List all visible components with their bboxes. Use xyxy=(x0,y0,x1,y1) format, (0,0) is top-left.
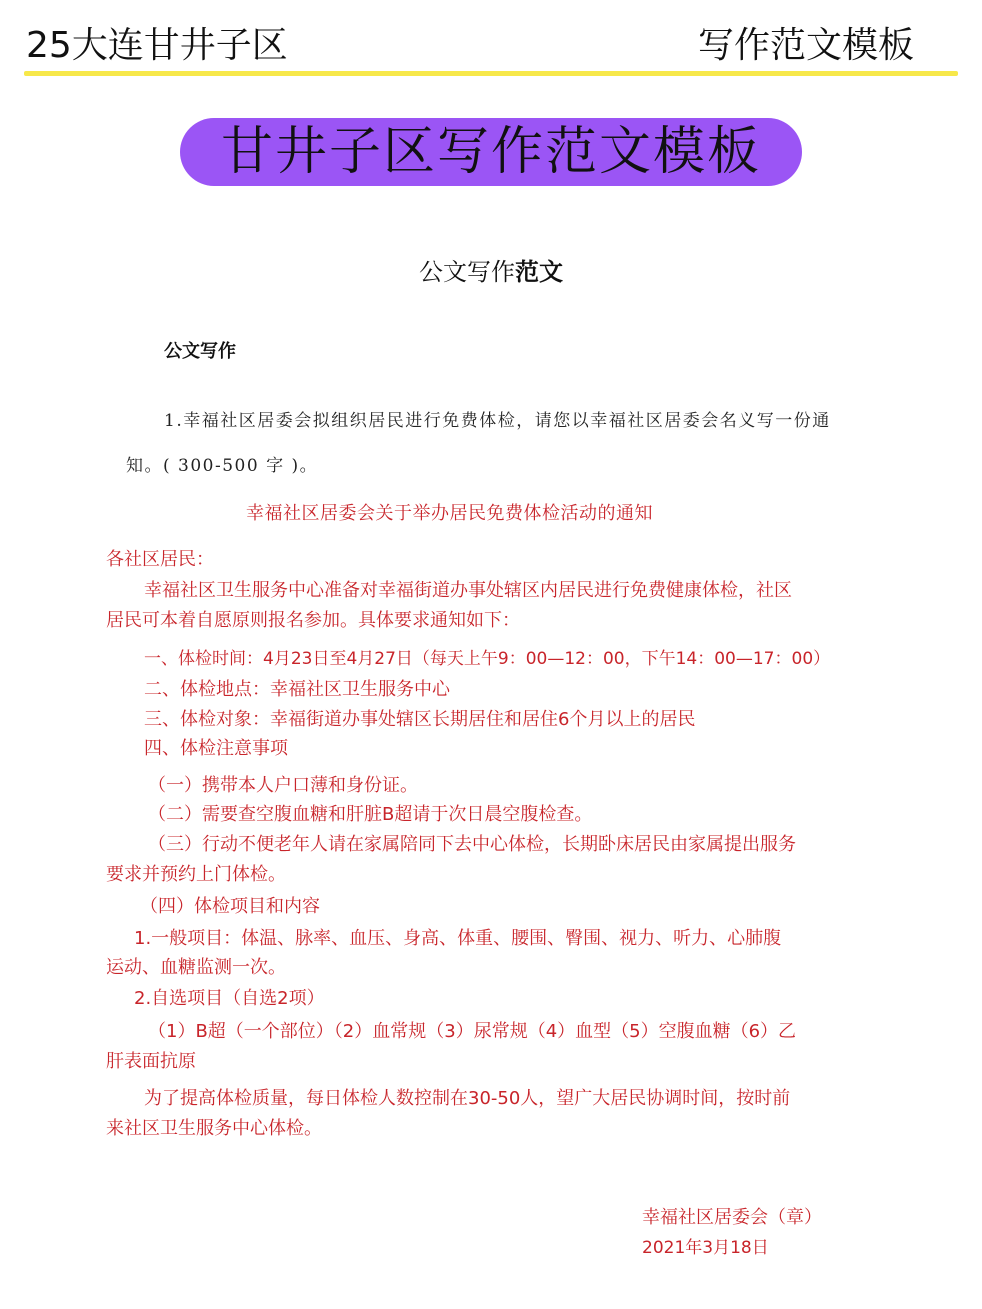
notice-item-time: 一、体检时间：4月23日至4月27日（每天上午9：00—12：00，下午14：00—17：00） xyxy=(144,649,831,669)
document-title-part1: 公文写作 xyxy=(419,258,515,286)
header-left-title: 25大连甘井子区 xyxy=(26,25,288,66)
notice-body-line: 幸福社区卫生服务中心准备对幸福街道办事处辖区内居民进行免费健康体检，社区 xyxy=(144,580,792,601)
notice-closing-line: 来社区卫生服务中心体检。 xyxy=(106,1118,322,1139)
title-banner xyxy=(180,118,802,186)
banner-title: 甘井子区写作范文模板 xyxy=(220,122,761,182)
question-line-1: 1.幸福社区居委会拟组织居民进行免费体检，请您以幸福社区居委会名义写一份通 xyxy=(164,411,831,431)
notice-body-line: 居民可本着自愿原则报名参加。具体要求通知如下： xyxy=(106,610,520,631)
notice-item-target: 三、体检对象：幸福街道办事处辖区长期居住和居住6个月以上的居民 xyxy=(144,709,696,730)
document-title-part2: 范文 xyxy=(515,258,563,286)
notice-salutation: 各社区居民： xyxy=(106,549,214,570)
notice-exam-item-continued: 运动、血糖监测一次。 xyxy=(106,957,286,978)
notice-title: 幸福社区居委会关于举办居民免费体检活动的通知 xyxy=(246,503,653,524)
notice-closing-line: 为了提高体检质量，每日体检人数控制在30-50人，望广大居民协调时间，按时前 xyxy=(144,1088,791,1109)
notice-exam-item: 1.一般项目：体温、脉率、血压、身高、体重、腰围、臀围、视力、听力、心肺腹 xyxy=(134,928,782,949)
notice-item-notes: 四、体检注意事项 xyxy=(144,738,288,759)
question-line-2: 知。( 300-500 字 )。 xyxy=(126,456,319,476)
notice-item-location: 二、体检地点：幸福社区卫生服务中心 xyxy=(144,679,450,700)
header-right-title: 写作范文模板 xyxy=(697,25,914,66)
notice-subitem: （三）行动不便老年人请在家属陪同下去中心体检，长期卧床居民由家属提出服务 xyxy=(148,834,796,855)
signature-date: 2021年3月18日 xyxy=(642,1238,769,1258)
notice-exam-options-continued: 肝表面抗原 xyxy=(106,1051,196,1072)
notice-subitem: （一）携带本人户口薄和身份证。 xyxy=(148,775,418,796)
notice-subitem-continued: 要求并预约上门体检。 xyxy=(106,864,286,885)
notice-subitem: （二）需要查空腹血糖和肝脏B超请于次日晨空腹检查。 xyxy=(148,804,593,825)
section-label: 公文写作 xyxy=(164,341,236,362)
notice-exam-options: （1）B超（一个部位）（2）血常规（3）尿常规（4）血型（5）空腹血糖（6）乙 xyxy=(148,1021,797,1042)
notice-subitem: （四）体检项目和内容 xyxy=(140,896,320,917)
signature-org: 幸福社区居委会（章） xyxy=(642,1207,822,1228)
document-title xyxy=(0,255,982,289)
header-underline xyxy=(24,71,958,76)
page-header xyxy=(24,20,958,72)
notice-exam-item: 2.自选项目（自选2项） xyxy=(134,988,325,1009)
